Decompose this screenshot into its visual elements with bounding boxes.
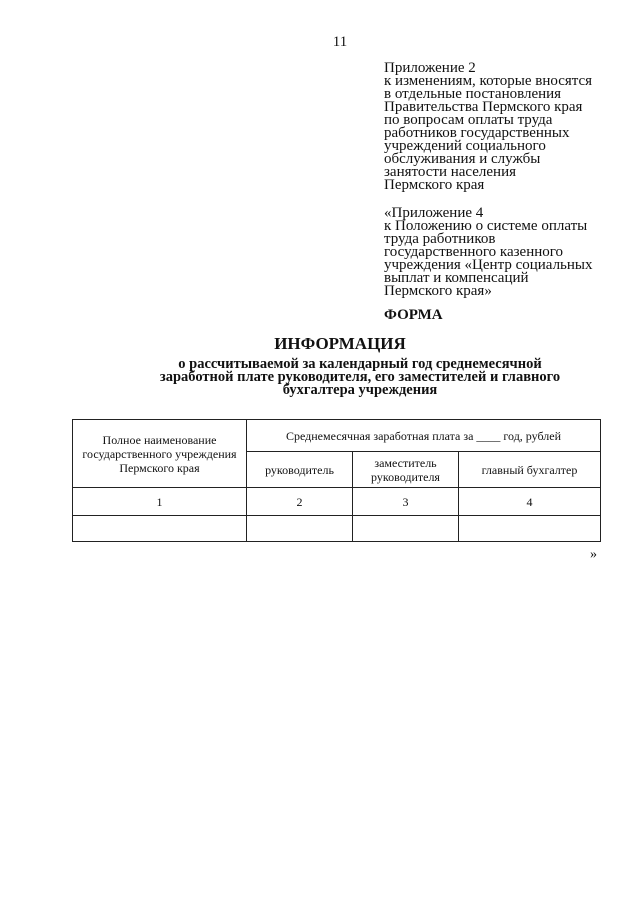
table-cell-empty[interactable]	[353, 516, 459, 542]
annex4-line: «Приложение 4	[384, 205, 484, 221]
column-number-cell: 1	[73, 488, 247, 516]
subtitle-line: о рассчитываемой за календарный год среднемесячной	[178, 356, 542, 372]
appendix-line: обслуживания и службы	[384, 151, 541, 167]
annex4-line: Пермского края»	[384, 283, 492, 299]
table-cell-empty[interactable]	[73, 516, 247, 542]
appendix-line: Приложение 2	[384, 60, 476, 76]
document-subtitle	[60, 358, 640, 397]
annex4-line: выплат и компенсаций	[384, 270, 529, 286]
annex4-line: государственного казенного	[384, 244, 564, 260]
col-header-salary-group: Среднемесячная заработная плата за ____ год, рублей	[247, 420, 601, 452]
annex4-line: к Положению о системе оплаты	[384, 218, 588, 234]
column-number-cell: 4	[459, 488, 601, 516]
salary-info-table	[72, 419, 601, 542]
column-number-cell: 3	[353, 488, 459, 516]
page-number: 11	[332, 34, 348, 50]
appendix-line: Пермского края	[384, 177, 485, 193]
annex4-line: учреждения «Центр социальных	[384, 257, 593, 273]
table-cell-empty[interactable]	[459, 516, 601, 542]
appendix-line: по вопросам оплаты труда	[384, 112, 553, 128]
appendix-line: занятости населения	[384, 164, 517, 180]
column-number-cell: 2	[247, 488, 353, 516]
closing-quote: »	[590, 547, 597, 562]
document-title: ИНФОРМАЦИЯ	[274, 334, 406, 353]
appendix-line: в отдельные постановления	[384, 86, 562, 102]
table-cell-empty[interactable]	[247, 516, 353, 542]
col-header-deputy: заместитель руководителя	[353, 452, 459, 488]
form-label: ФОРМА	[384, 307, 443, 323]
appendix-line: к изменениям, которые вносятся	[384, 73, 593, 89]
annex4-line: труда работников	[384, 231, 496, 247]
col-header-chief-accountant: главный бухгалтер	[459, 452, 601, 488]
appendix-line: Правительства Пермского края	[384, 99, 583, 115]
col-header-institution-name: Полное наименование государственного учреждения Пермского края	[73, 420, 247, 488]
annex4-header	[384, 207, 624, 298]
appendix-header	[384, 62, 624, 192]
col-header-director: руководитель	[247, 452, 353, 488]
subtitle-line: бухгалтера учреждения	[282, 382, 438, 398]
appendix-line: учреждений социального	[384, 138, 546, 154]
subtitle-line: заработной плате руководителя, его заместителей и главного	[159, 369, 561, 385]
appendix-line: работников государственных	[384, 125, 570, 141]
